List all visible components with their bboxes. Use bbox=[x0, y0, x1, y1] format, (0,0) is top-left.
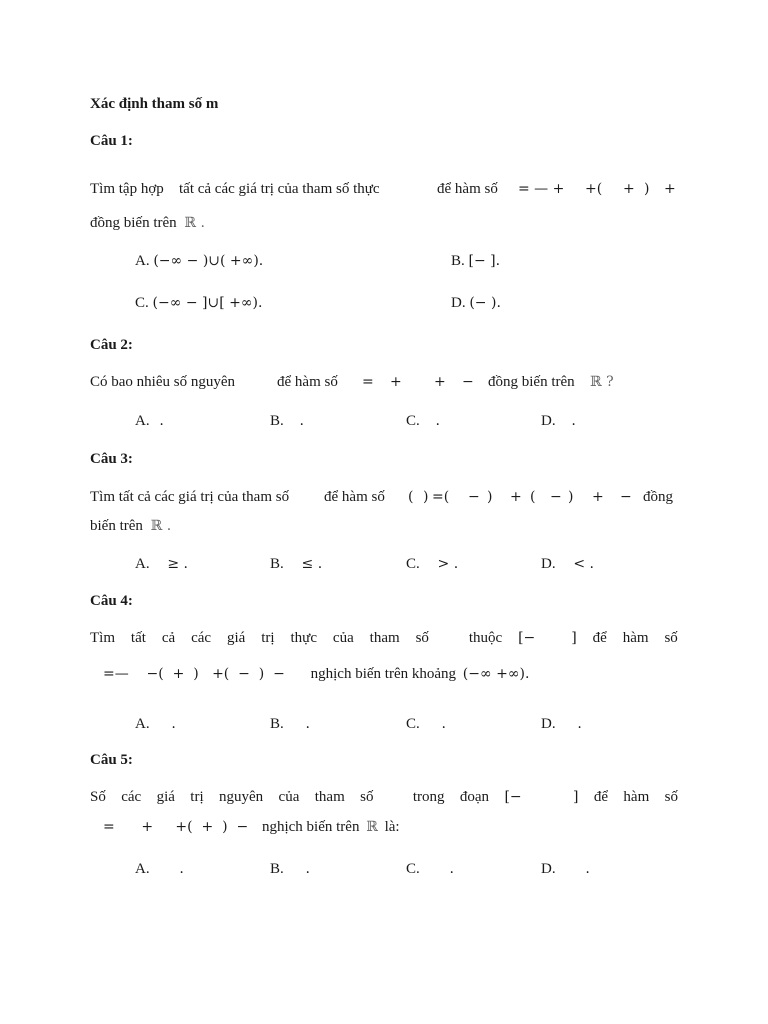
q5-word: giá bbox=[156, 789, 175, 805]
q5-word: số bbox=[664, 789, 678, 805]
q4-math: =— −( + ) +( − ) − bbox=[103, 666, 285, 682]
q2-word: đồng biến trên bbox=[488, 374, 575, 390]
option-label: D. bbox=[451, 295, 466, 311]
option-label: A. bbox=[135, 716, 150, 732]
q3-math: ( bbox=[530, 489, 536, 505]
q1-word: tất cả các giá trị của tham số thực bbox=[179, 181, 380, 197]
option-value: . bbox=[299, 413, 304, 429]
option-value: . bbox=[171, 716, 176, 732]
q2-word: Có bao nhiêu số nguyên bbox=[90, 374, 235, 390]
question-5-text-line-1 bbox=[90, 789, 678, 806]
q3-math: ) bbox=[487, 489, 493, 505]
option-label: A. bbox=[135, 253, 150, 269]
option-value: . bbox=[435, 413, 440, 429]
q3-math: + bbox=[592, 489, 604, 505]
q4-word: giá bbox=[227, 630, 246, 646]
q1-word: để hàm số bbox=[437, 181, 498, 197]
q4-word: hàm bbox=[622, 630, 649, 646]
q3-math: ) bbox=[568, 489, 574, 505]
option-value: (−∞ − )∪( +∞). bbox=[153, 253, 264, 269]
q3-word: đồng bbox=[643, 489, 673, 505]
question-1-option-d bbox=[451, 295, 501, 312]
option-value: . bbox=[441, 716, 446, 732]
option-value: (− ). bbox=[469, 295, 501, 311]
question-3-option-d bbox=[541, 556, 594, 573]
q5-word: số bbox=[360, 789, 374, 805]
q5-word: Số bbox=[90, 789, 106, 805]
q1-math: + bbox=[664, 181, 676, 197]
option-label: B. bbox=[270, 556, 284, 572]
question-1-text-line-2 bbox=[90, 215, 205, 232]
question-2-heading: Câu 2: bbox=[90, 337, 133, 353]
question-3-heading: Câu 3: bbox=[90, 451, 133, 467]
question-4-heading: Câu 4: bbox=[90, 593, 133, 609]
q3-math: − bbox=[620, 489, 632, 505]
option-label: B. bbox=[270, 716, 284, 732]
option-label: C. bbox=[135, 295, 149, 311]
question-5-text-line-2 bbox=[103, 819, 400, 836]
q5-math: = + +( + ) − bbox=[103, 819, 249, 835]
q2-math: + bbox=[434, 374, 446, 390]
option-value: < . bbox=[573, 556, 594, 572]
q3-word: Tìm tất cả các giá trị của tham số bbox=[90, 489, 290, 505]
question-3-option-a bbox=[135, 556, 188, 573]
q5-math: ℝ bbox=[366, 819, 378, 835]
q2-math: − bbox=[462, 374, 474, 390]
question-4-option-b bbox=[270, 716, 310, 733]
question-5-option-a bbox=[135, 861, 184, 878]
q4-word: của bbox=[332, 630, 354, 646]
question-4-option-a bbox=[135, 716, 176, 733]
q3-math: − bbox=[550, 489, 562, 505]
q5-word: trong bbox=[412, 789, 445, 805]
q1-math: ℝ . bbox=[184, 215, 205, 231]
option-label: A. bbox=[135, 861, 150, 877]
option-label: C. bbox=[406, 861, 420, 877]
q3-math: =( bbox=[432, 489, 450, 505]
question-3-option-c bbox=[406, 556, 458, 573]
question-1-heading: Câu 1: bbox=[90, 133, 133, 149]
q5-math: [− bbox=[504, 789, 522, 805]
q1-math: +( bbox=[585, 181, 603, 197]
q3-math: + bbox=[510, 489, 522, 505]
question-2-option-a bbox=[135, 413, 164, 430]
q1-math: + bbox=[623, 181, 635, 197]
q2-word: để hàm số bbox=[277, 374, 338, 390]
q4-word: trị bbox=[261, 630, 275, 646]
option-value: . bbox=[159, 413, 164, 429]
question-4-option-c bbox=[406, 716, 446, 733]
option-label: D. bbox=[541, 556, 556, 572]
q3-math: ℝ . bbox=[150, 518, 172, 534]
q2-math: ℝ ? bbox=[590, 374, 614, 390]
q3-text: biến trên bbox=[90, 518, 143, 534]
q4-word: các bbox=[191, 630, 212, 646]
option-label: A. bbox=[135, 556, 150, 572]
question-1-option-b bbox=[451, 253, 500, 270]
question-5-option-c bbox=[406, 861, 454, 878]
option-value: . bbox=[585, 861, 590, 877]
q3-math: ( bbox=[408, 489, 414, 505]
q1-word: Tìm tập hợp bbox=[90, 181, 164, 197]
q4-text: nghịch biến trên khoảng bbox=[310, 666, 457, 682]
option-label: B. bbox=[270, 413, 284, 429]
q4-math: [− bbox=[518, 630, 536, 646]
q1-text: đồng biến trên bbox=[90, 215, 177, 231]
question-3-option-b bbox=[270, 556, 322, 573]
q5-word: đoạn bbox=[459, 789, 490, 805]
q4-word: số bbox=[415, 630, 429, 646]
question-4-text-line-1 bbox=[90, 630, 678, 647]
q4-word: cả bbox=[161, 630, 176, 646]
q5-text: là: bbox=[384, 819, 400, 835]
question-2-option-d bbox=[541, 413, 576, 430]
option-value: [− ]. bbox=[468, 253, 501, 269]
question-5-heading: Câu 5: bbox=[90, 752, 133, 768]
question-1-option-c bbox=[135, 295, 262, 312]
option-label: B. bbox=[270, 861, 284, 877]
q4-word: thuộc bbox=[468, 630, 503, 646]
option-label: A. bbox=[135, 413, 150, 429]
q4-word: tất bbox=[130, 630, 146, 646]
q5-word: tham bbox=[314, 789, 345, 805]
q2-math: = bbox=[362, 374, 374, 390]
q5-math: ] bbox=[573, 789, 579, 805]
option-value: . bbox=[305, 861, 310, 877]
option-value: ≥ . bbox=[167, 556, 188, 572]
question-4-text-line-2 bbox=[103, 666, 529, 683]
q3-math: ) bbox=[423, 489, 429, 505]
option-value: . bbox=[571, 413, 576, 429]
question-1-option-a bbox=[135, 253, 263, 270]
q4-word: để bbox=[592, 630, 607, 646]
q3-word: để hàm số bbox=[324, 489, 385, 505]
q4-math: ] bbox=[571, 630, 577, 646]
option-label: C. bbox=[406, 556, 420, 572]
q4-word: tham bbox=[369, 630, 400, 646]
question-5-option-d bbox=[541, 861, 590, 878]
document-title: Xác định tham số m bbox=[90, 96, 219, 112]
q5-word: của bbox=[278, 789, 300, 805]
q1-math: ) bbox=[644, 181, 650, 197]
q5-word: trị bbox=[190, 789, 204, 805]
q1-math: = — + bbox=[518, 181, 565, 197]
q5-word: các bbox=[121, 789, 142, 805]
q4-word: số bbox=[664, 630, 678, 646]
q4-word: Tìm bbox=[90, 630, 115, 646]
question-2-option-b bbox=[270, 413, 304, 430]
q5-word: để bbox=[593, 789, 609, 805]
option-value: . bbox=[577, 716, 582, 732]
option-label: B. bbox=[451, 253, 465, 269]
q5-word: nguyên bbox=[219, 789, 264, 805]
option-label: D. bbox=[541, 861, 556, 877]
question-2-option-c bbox=[406, 413, 440, 430]
question-5-option-b bbox=[270, 861, 310, 878]
option-value: . bbox=[305, 716, 310, 732]
q4-math: (−∞ +∞). bbox=[462, 666, 530, 682]
q5-word: hàm bbox=[623, 789, 650, 805]
question-3-text-line-2 bbox=[90, 518, 171, 535]
q2-math: + bbox=[390, 374, 402, 390]
option-value: . bbox=[179, 861, 184, 877]
option-label: C. bbox=[406, 716, 420, 732]
option-value: ≤ . bbox=[301, 556, 323, 572]
option-label: D. bbox=[541, 716, 556, 732]
option-value: > . bbox=[437, 556, 459, 572]
option-label: D. bbox=[541, 413, 556, 429]
q4-word: thực bbox=[290, 630, 317, 646]
option-value: (−∞ − ]∪[ +∞). bbox=[152, 295, 263, 311]
option-label: C. bbox=[406, 413, 420, 429]
option-value: . bbox=[449, 861, 454, 877]
question-4-option-d bbox=[541, 716, 582, 733]
q3-math: − bbox=[468, 489, 480, 505]
q5-text: nghịch biến trên bbox=[261, 819, 360, 835]
